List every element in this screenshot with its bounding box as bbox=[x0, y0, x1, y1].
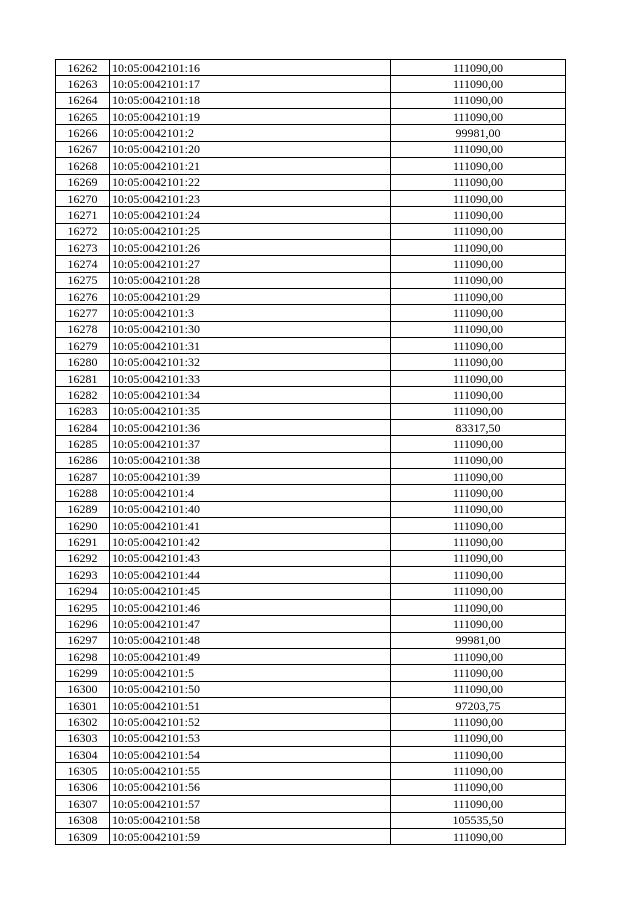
cadastral-code-cell: 10:05:0042101:20 bbox=[110, 141, 391, 157]
table-row bbox=[56, 419, 566, 435]
row-number-cell: 16289 bbox=[56, 501, 110, 517]
table-row bbox=[56, 141, 566, 157]
cadastral-code-cell: 10:05:0042101:52 bbox=[110, 714, 391, 730]
cadastral-code-cell: 10:05:0042101:57 bbox=[110, 796, 391, 812]
cadastral-code-cell: 10:05:0042101:2 bbox=[110, 125, 391, 141]
row-number-cell: 16264 bbox=[56, 92, 110, 108]
table-row bbox=[56, 665, 566, 681]
value-cell: 111090,00 bbox=[391, 207, 566, 223]
cadastral-code-cell: 10:05:0042101:23 bbox=[110, 190, 391, 206]
row-number-cell: 16308 bbox=[56, 812, 110, 828]
cadastral-code-cell: 10:05:0042101:35 bbox=[110, 403, 391, 419]
value-cell: 111090,00 bbox=[391, 256, 566, 272]
cadastral-code-cell: 10:05:0042101:34 bbox=[110, 387, 391, 403]
table-row bbox=[56, 567, 566, 583]
row-number-cell: 16293 bbox=[56, 567, 110, 583]
table-row bbox=[56, 599, 566, 615]
value-cell: 111090,00 bbox=[391, 370, 566, 386]
table-body bbox=[56, 60, 566, 845]
table-row bbox=[56, 583, 566, 599]
value-cell: 99981,00 bbox=[391, 632, 566, 648]
row-number-cell: 16270 bbox=[56, 190, 110, 206]
table-row bbox=[56, 109, 566, 125]
row-number-cell: 16272 bbox=[56, 223, 110, 239]
table-row bbox=[56, 207, 566, 223]
cadastral-code-cell: 10:05:0042101:32 bbox=[110, 354, 391, 370]
cadastral-code-cell: 10:05:0042101:39 bbox=[110, 468, 391, 484]
value-cell: 83317,50 bbox=[391, 419, 566, 435]
table-row bbox=[56, 125, 566, 141]
cadastral-code-cell: 10:05:0042101:46 bbox=[110, 599, 391, 615]
cadastral-code-cell: 10:05:0042101:48 bbox=[110, 632, 391, 648]
table-row bbox=[56, 436, 566, 452]
row-number-cell: 16273 bbox=[56, 239, 110, 255]
row-number-cell: 16275 bbox=[56, 272, 110, 288]
value-cell: 111090,00 bbox=[391, 289, 566, 305]
cadastral-code-cell: 10:05:0042101:33 bbox=[110, 370, 391, 386]
cadastral-code-cell: 10:05:0042101:42 bbox=[110, 534, 391, 550]
table-row bbox=[56, 550, 566, 566]
value-cell: 111090,00 bbox=[391, 305, 566, 321]
value-cell: 111090,00 bbox=[391, 567, 566, 583]
row-number-cell: 16263 bbox=[56, 76, 110, 92]
row-number-cell: 16297 bbox=[56, 632, 110, 648]
row-number-cell: 16285 bbox=[56, 436, 110, 452]
row-number-cell: 16292 bbox=[56, 550, 110, 566]
table-row bbox=[56, 223, 566, 239]
row-number-cell: 16265 bbox=[56, 109, 110, 125]
value-cell: 111090,00 bbox=[391, 158, 566, 174]
value-cell: 97203,75 bbox=[391, 698, 566, 714]
value-cell: 111090,00 bbox=[391, 714, 566, 730]
value-cell: 111090,00 bbox=[391, 550, 566, 566]
table-row bbox=[56, 698, 566, 714]
value-cell: 111090,00 bbox=[391, 779, 566, 795]
row-number-cell: 16284 bbox=[56, 419, 110, 435]
cadastral-code-cell: 10:05:0042101:51 bbox=[110, 698, 391, 714]
value-cell: 111090,00 bbox=[391, 518, 566, 534]
row-number-cell: 16305 bbox=[56, 763, 110, 779]
row-number-cell: 16300 bbox=[56, 681, 110, 697]
row-number-cell: 16303 bbox=[56, 730, 110, 746]
data-table bbox=[55, 59, 566, 845]
table-row bbox=[56, 779, 566, 795]
cadastral-code-cell: 10:05:0042101:36 bbox=[110, 419, 391, 435]
row-number-cell: 16294 bbox=[56, 583, 110, 599]
row-number-cell: 16262 bbox=[56, 60, 110, 76]
cadastral-code-cell: 10:05:0042101:5 bbox=[110, 665, 391, 681]
cadastral-code-cell: 10:05:0042101:19 bbox=[110, 109, 391, 125]
table-row bbox=[56, 354, 566, 370]
table-row bbox=[56, 534, 566, 550]
cadastral-code-cell: 10:05:0042101:25 bbox=[110, 223, 391, 239]
table-row bbox=[56, 812, 566, 828]
cadastral-code-cell: 10:05:0042101:21 bbox=[110, 158, 391, 174]
value-cell: 111090,00 bbox=[391, 828, 566, 844]
cadastral-code-cell: 10:05:0042101:54 bbox=[110, 747, 391, 763]
row-number-cell: 16304 bbox=[56, 747, 110, 763]
cadastral-code-cell: 10:05:0042101:30 bbox=[110, 321, 391, 337]
table-row bbox=[56, 321, 566, 337]
table-row bbox=[56, 714, 566, 730]
table-row bbox=[56, 648, 566, 664]
row-number-cell: 16281 bbox=[56, 370, 110, 386]
cadastral-code-cell: 10:05:0042101:55 bbox=[110, 763, 391, 779]
cadastral-code-cell: 10:05:0042101:53 bbox=[110, 730, 391, 746]
value-cell: 111090,00 bbox=[391, 338, 566, 354]
row-number-cell: 16290 bbox=[56, 518, 110, 534]
row-number-cell: 16276 bbox=[56, 289, 110, 305]
row-number-cell: 16286 bbox=[56, 452, 110, 468]
cadastral-code-cell: 10:05:0042101:29 bbox=[110, 289, 391, 305]
value-cell: 99981,00 bbox=[391, 125, 566, 141]
row-number-cell: 16271 bbox=[56, 207, 110, 223]
table-row bbox=[56, 272, 566, 288]
row-number-cell: 16299 bbox=[56, 665, 110, 681]
cadastral-code-cell: 10:05:0042101:26 bbox=[110, 239, 391, 255]
table-row bbox=[56, 158, 566, 174]
table-row bbox=[56, 403, 566, 419]
value-cell: 111090,00 bbox=[391, 485, 566, 501]
row-number-cell: 16302 bbox=[56, 714, 110, 730]
row-number-cell: 16269 bbox=[56, 174, 110, 190]
value-cell: 111090,00 bbox=[391, 648, 566, 664]
cadastral-code-cell: 10:05:0042101:43 bbox=[110, 550, 391, 566]
cadastral-code-cell: 10:05:0042101:16 bbox=[110, 60, 391, 76]
value-cell: 111090,00 bbox=[391, 141, 566, 157]
cadastral-code-cell: 10:05:0042101:59 bbox=[110, 828, 391, 844]
table-row bbox=[56, 828, 566, 844]
cadastral-code-cell: 10:05:0042101:38 bbox=[110, 452, 391, 468]
value-cell: 111090,00 bbox=[391, 796, 566, 812]
table-row bbox=[56, 60, 566, 76]
table-row bbox=[56, 338, 566, 354]
value-cell: 111090,00 bbox=[391, 616, 566, 632]
row-number-cell: 16277 bbox=[56, 305, 110, 321]
table-row bbox=[56, 763, 566, 779]
table-row bbox=[56, 796, 566, 812]
value-cell: 111090,00 bbox=[391, 468, 566, 484]
cadastral-code-cell: 10:05:0042101:17 bbox=[110, 76, 391, 92]
cadastral-code-cell: 10:05:0042101:3 bbox=[110, 305, 391, 321]
cadastral-code-cell: 10:05:0042101:24 bbox=[110, 207, 391, 223]
value-cell: 111090,00 bbox=[391, 60, 566, 76]
row-number-cell: 16295 bbox=[56, 599, 110, 615]
cadastral-code-cell: 10:05:0042101:50 bbox=[110, 681, 391, 697]
table-row bbox=[56, 256, 566, 272]
row-number-cell: 16301 bbox=[56, 698, 110, 714]
row-number-cell: 16291 bbox=[56, 534, 110, 550]
value-cell: 111090,00 bbox=[391, 730, 566, 746]
value-cell: 111090,00 bbox=[391, 190, 566, 206]
row-number-cell: 16268 bbox=[56, 158, 110, 174]
value-cell: 111090,00 bbox=[391, 747, 566, 763]
value-cell: 111090,00 bbox=[391, 681, 566, 697]
row-number-cell: 16274 bbox=[56, 256, 110, 272]
table-row bbox=[56, 239, 566, 255]
cadastral-code-cell: 10:05:0042101:4 bbox=[110, 485, 391, 501]
row-number-cell: 16266 bbox=[56, 125, 110, 141]
value-cell: 111090,00 bbox=[391, 599, 566, 615]
value-cell: 111090,00 bbox=[391, 763, 566, 779]
cadastral-code-cell: 10:05:0042101:44 bbox=[110, 567, 391, 583]
value-cell: 111090,00 bbox=[391, 354, 566, 370]
row-number-cell: 16287 bbox=[56, 468, 110, 484]
row-number-cell: 16309 bbox=[56, 828, 110, 844]
cadastral-code-cell: 10:05:0042101:49 bbox=[110, 648, 391, 664]
table-row bbox=[56, 452, 566, 468]
value-cell: 111090,00 bbox=[391, 239, 566, 255]
table-row bbox=[56, 616, 566, 632]
value-cell: 111090,00 bbox=[391, 76, 566, 92]
cadastral-code-cell: 10:05:0042101:41 bbox=[110, 518, 391, 534]
row-number-cell: 16279 bbox=[56, 338, 110, 354]
row-number-cell: 16267 bbox=[56, 141, 110, 157]
value-cell: 111090,00 bbox=[391, 174, 566, 190]
table-row bbox=[56, 174, 566, 190]
row-number-cell: 16282 bbox=[56, 387, 110, 403]
cadastral-code-cell: 10:05:0042101:28 bbox=[110, 272, 391, 288]
value-cell: 111090,00 bbox=[391, 501, 566, 517]
table-row bbox=[56, 468, 566, 484]
row-number-cell: 16288 bbox=[56, 485, 110, 501]
cadastral-code-cell: 10:05:0042101:47 bbox=[110, 616, 391, 632]
table-row bbox=[56, 501, 566, 517]
cadastral-code-cell: 10:05:0042101:18 bbox=[110, 92, 391, 108]
value-cell: 111090,00 bbox=[391, 436, 566, 452]
table-row bbox=[56, 305, 566, 321]
value-cell: 111090,00 bbox=[391, 272, 566, 288]
cadastral-code-cell: 10:05:0042101:45 bbox=[110, 583, 391, 599]
row-number-cell: 16296 bbox=[56, 616, 110, 632]
table-row bbox=[56, 92, 566, 108]
value-cell: 111090,00 bbox=[391, 92, 566, 108]
table-row bbox=[56, 289, 566, 305]
value-cell: 111090,00 bbox=[391, 403, 566, 419]
table-row bbox=[56, 76, 566, 92]
cadastral-code-cell: 10:05:0042101:31 bbox=[110, 338, 391, 354]
cadastral-code-cell: 10:05:0042101:56 bbox=[110, 779, 391, 795]
table-row bbox=[56, 190, 566, 206]
cadastral-code-cell: 10:05:0042101:40 bbox=[110, 501, 391, 517]
table-row bbox=[56, 485, 566, 501]
table-row bbox=[56, 730, 566, 746]
value-cell: 105535,50 bbox=[391, 812, 566, 828]
row-number-cell: 16298 bbox=[56, 648, 110, 664]
cadastral-code-cell: 10:05:0042101:58 bbox=[110, 812, 391, 828]
value-cell: 111090,00 bbox=[391, 387, 566, 403]
value-cell: 111090,00 bbox=[391, 223, 566, 239]
row-number-cell: 16306 bbox=[56, 779, 110, 795]
row-number-cell: 16307 bbox=[56, 796, 110, 812]
table-row bbox=[56, 681, 566, 697]
row-number-cell: 16278 bbox=[56, 321, 110, 337]
cadastral-code-cell: 10:05:0042101:37 bbox=[110, 436, 391, 452]
table-row bbox=[56, 518, 566, 534]
row-number-cell: 16283 bbox=[56, 403, 110, 419]
table-row bbox=[56, 632, 566, 648]
value-cell: 111090,00 bbox=[391, 109, 566, 125]
value-cell: 111090,00 bbox=[391, 452, 566, 468]
row-number-cell: 16280 bbox=[56, 354, 110, 370]
table-row bbox=[56, 747, 566, 763]
cadastral-code-cell: 10:05:0042101:22 bbox=[110, 174, 391, 190]
value-cell: 111090,00 bbox=[391, 665, 566, 681]
cadastral-code-cell: 10:05:0042101:27 bbox=[110, 256, 391, 272]
table-row bbox=[56, 370, 566, 386]
table-row bbox=[56, 387, 566, 403]
value-cell: 111090,00 bbox=[391, 583, 566, 599]
value-cell: 111090,00 bbox=[391, 534, 566, 550]
value-cell: 111090,00 bbox=[391, 321, 566, 337]
